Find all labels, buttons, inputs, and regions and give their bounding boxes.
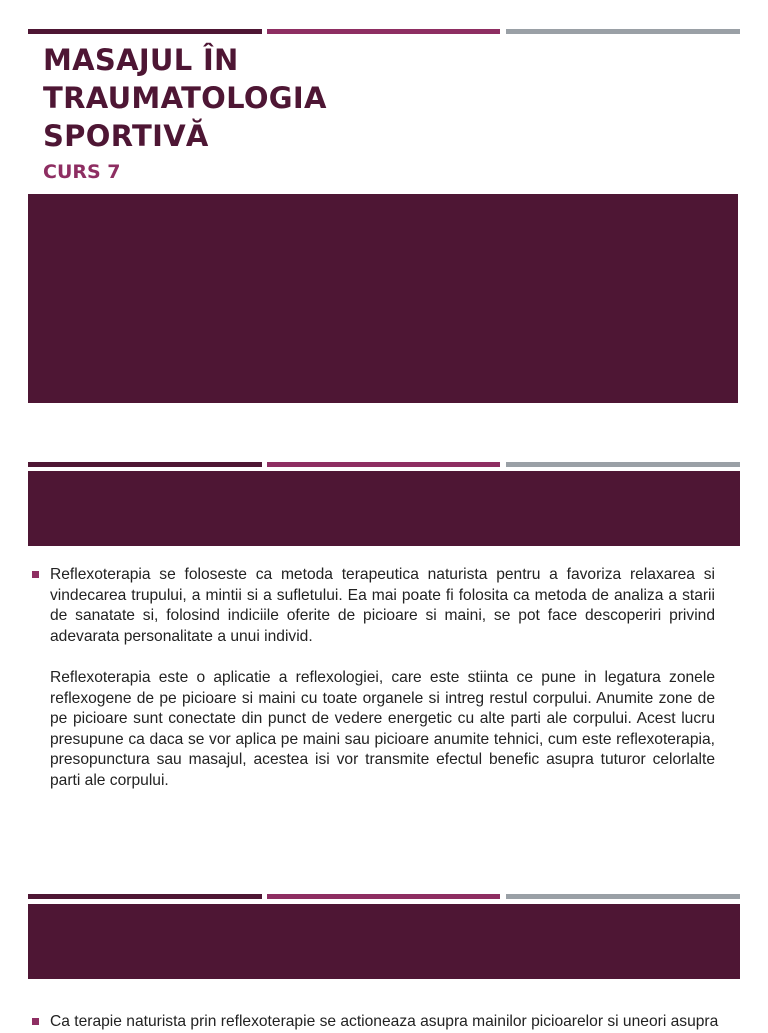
rule-segment-dark	[28, 462, 262, 467]
rule-segment-dark	[28, 29, 262, 34]
rule-segment-dark	[28, 894, 262, 899]
bullet-square-icon	[32, 571, 39, 578]
rule-segment-gray	[506, 462, 740, 467]
rule-segment-magenta	[267, 462, 500, 467]
bullet-item	[30, 565, 715, 792]
title-image-band	[28, 194, 738, 403]
slide-body	[30, 565, 715, 792]
bullet-item	[30, 1012, 730, 1033]
rule-segment-gray	[506, 29, 740, 34]
slide-header-band	[28, 471, 740, 546]
page-subtitle: CURS 7	[43, 161, 121, 183]
top-rule-set-3	[28, 894, 740, 900]
top-rule-set-2	[28, 462, 740, 468]
rule-segment-gray	[506, 894, 740, 899]
rule-segment-magenta	[267, 894, 500, 899]
rule-segment-magenta	[267, 29, 500, 34]
slide-header-band	[28, 904, 740, 979]
page-title: MASAJUL ÎN TRAUMATOLOGIA SPORTIVĂ	[43, 43, 327, 153]
top-rule-set-1	[28, 29, 740, 35]
body-paragraph-partial: Ca terapie naturista prin reflexoterapie se actioneaza asupra mainilor picioarelor si uneori asupra	[50, 1013, 719, 1030]
body-paragraph: Reflexoterapia este o aplicatie a reflexologiei, care este stiinta ce pune in legatura zonele reflexogene de pe picioare si maini cu toate organele si intreg restul corpului. Anumite zone de pe picioare sunt conectate din punct de vedere energetic cu alte parti ale corpului. Acest lucru presupune ca daca se vor aplica pe maini sau picioare anumite tehnici, cum este reflexoterapia, presopunctura sau masajul, acestea isi vor transmite efectul benefic asupra tuturor celorlalte parti ale corpului.	[50, 668, 715, 789]
slide-body-partial	[30, 1012, 730, 1033]
body-paragraph: Reflexoterapia se foloseste ca metoda terapeutica naturista pentru a favoriza relaxarea si vindecarea trupului, a mintii si a sufletului. Ea mai poate fi folosita ca metoda de analiza a starii de sanatate si, folosind indiciile oferite de picioare si maini, se pot face descoperiri privind adevarata personalitate a unui individ.	[50, 566, 715, 645]
